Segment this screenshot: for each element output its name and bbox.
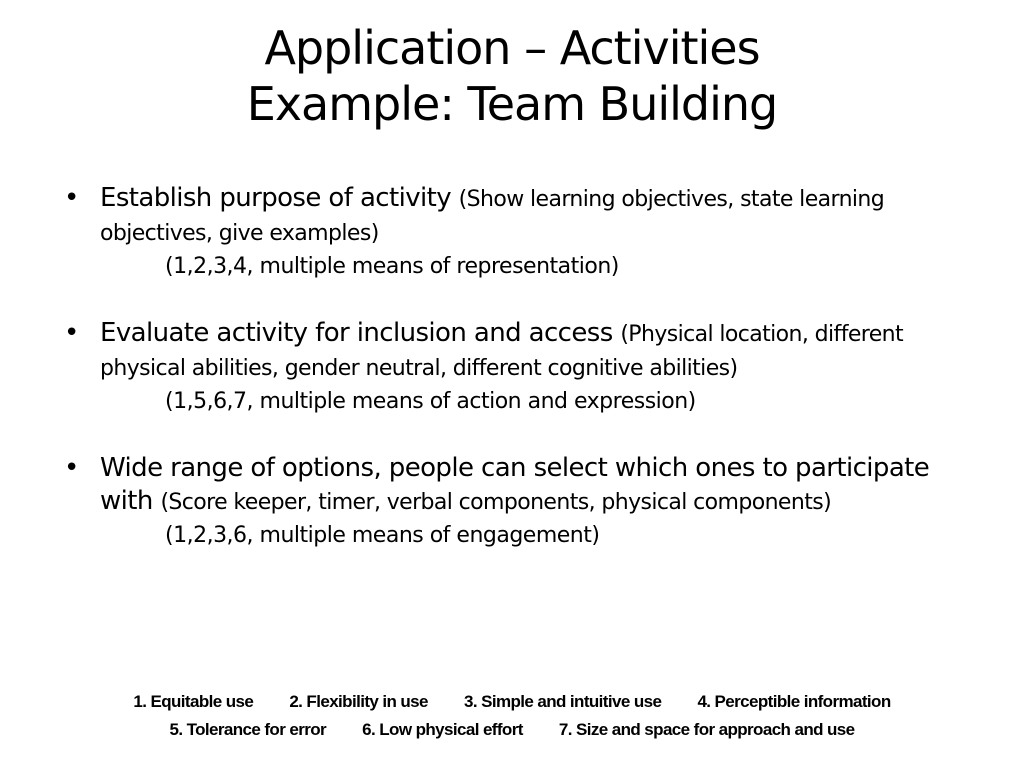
bullet-group-2 xyxy=(60,317,960,418)
bullet-item xyxy=(60,452,960,519)
bullet-detail-text: (Physical location, different physical abilities, gender neutral, different cognitive abilities) xyxy=(100,322,904,381)
bullet-main-text: Establish purpose of activity xyxy=(100,183,459,213)
bullet-principles: (1,2,3,6, multiple means of engagement) xyxy=(165,523,600,548)
legend-item: 7. Size and space for approach and use xyxy=(558,720,855,739)
bullet-icon: • xyxy=(64,453,79,483)
bullet-principles: (1,2,3,4, multiple means of representation) xyxy=(165,254,619,279)
legend-item: 4. Perceptible information xyxy=(697,692,891,711)
legend-item: 1. Equitable use xyxy=(133,692,254,711)
bullet-detail-text: (Score keeper, timer, verbal components, physical components) xyxy=(160,490,832,515)
bullet-list xyxy=(60,182,960,552)
legend-item: 2. Flexibility in use xyxy=(289,692,428,711)
bullet-principles: (1,5,6,7, multiple means of action and expression) xyxy=(165,389,696,414)
legend-item: 6. Low physical effort xyxy=(362,720,523,739)
slide-title xyxy=(0,20,1024,132)
title-line-1: Application – Activities xyxy=(264,21,760,75)
legend-row-2 xyxy=(0,716,1024,744)
bullet-main-text: Wide range of options, people can select which ones to participate with xyxy=(100,453,930,516)
bullet-icon: • xyxy=(64,318,79,348)
bullet-group-3 xyxy=(60,452,960,552)
legend-row-1 xyxy=(0,688,1024,716)
bullet-icon: • xyxy=(64,183,79,213)
legend-item: 5. Tolerance for error xyxy=(169,720,327,739)
principles-legend xyxy=(0,688,1024,744)
title-line-2: Example: Team Building xyxy=(246,77,778,131)
bullet-group-1 xyxy=(60,182,960,283)
bullet-item xyxy=(60,317,960,385)
legend-item: 3. Simple and intuitive use xyxy=(464,692,662,711)
bullet-detail-text: (Show learning objectives, state learning objectives, give examples) xyxy=(100,187,885,246)
bullet-item xyxy=(60,182,960,250)
bullet-main-text: Evaluate activity for inclusion and access xyxy=(100,318,621,348)
